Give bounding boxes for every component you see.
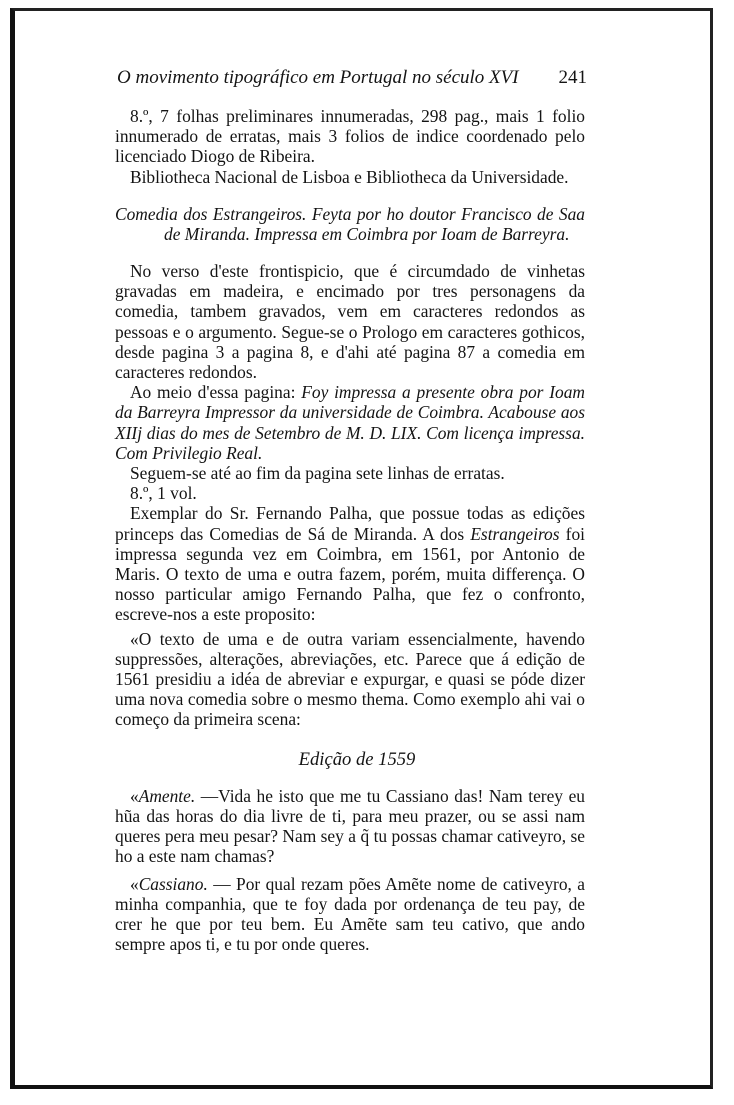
dialog-text: —Vida he isto que me tu Cassiano das! Nam terey eu hũa das horas do dia livre de ti, para meu prazer, ou se assi nam queres pera meu pesar? Nam sey a q̃ tu possas chamar cativeyro, se ho a este nam chamas? <box>115 785 585 867</box>
previous-entry-description: 8.º, 7 folhas preliminares innumeradas, 298 pag., mais 1 folio innumerado de erratas, mais 3 folios de indice coordenado pelo licenciado Diogo de Ribeira. <box>115 106 585 167</box>
dialog-speaker: Cassiano. <box>138 873 208 894</box>
running-head-title: O movimento tipográfico em Portugal no século XVI <box>117 67 519 88</box>
entry-paragraph-1: No verso d'este frontispicio, que é circumdado de vinhetas gravadas em madeira, e encimado por tres personagens da comedia, tambem gravados, vem em caracteres redondos as pessoas e o argumento. Segue-se o Prologo em caracteres gothicos, desde pagina 3 a pagina 8, e d'ahi até pagina 87 a comedia em caracteres redondos. <box>115 261 585 383</box>
dialog-line <box>115 786 585 867</box>
dialog-speaker: Amente. <box>138 785 196 806</box>
dialog-open-quote: « <box>130 785 139 806</box>
entry-paragraph-4: 8.º, 1 vol. <box>130 483 197 504</box>
entry-title: Comedia dos Estrangeiros. Feyta por ho doutor Francisco de Saa de Miranda. Impressa em Coimbra por Ioam de Barreyra. <box>115 203 585 245</box>
dialog-line <box>115 874 585 955</box>
running-head <box>115 64 585 92</box>
paragraph-5-part-c: foi impressa segunda vez em Coimbra, em 1561, por Antonio de Maris. O texto de uma e outra fazem, porém, muita differença. O nosso particular amigo Fernando Palha, que fez o confronto, escreve-nos a este proposito: <box>115 523 586 625</box>
entry-paragraph-5 <box>115 503 585 624</box>
paragraph-5-part-a: Exemplar do Sr. Fernando Palha, que possue todas as edições princeps das Comedias de Sá de Miranda. A dos <box>115 503 585 544</box>
page-number: 241 <box>558 67 587 88</box>
entry-paragraph-6: «O texto de uma e de outra variam essencialmente, havendo suppressões, alterações, abreviações, etc. Parece que á edição de 1561 presidiu a idéa de abreviar e expurgar, e quasi se póde dizer uma nova comedia sobre o mesmo thema. Como exemplo ahi vai o começo da primeira scena: <box>115 628 585 730</box>
paragraph-5-italic-title: Estrangeiros <box>470 523 560 544</box>
edition-heading: Edição de 1559 <box>298 748 416 770</box>
entry-paragraph-3: Seguem-se até ao fim da pagina sete linhas de erratas. <box>130 463 505 484</box>
dialog-text: — Por qual rezam pões Amẽte nome de cativeyro, a minha companhia, que te foy dada por ordenança de teu pay, de crer he que por teu bem. Eu Amẽte sam teu cativo, que ando sempre apos ti, e tu por onde queres. <box>115 873 585 955</box>
previous-entry-libraries: Bibliotheca Nacional de Lisboa e Bibliotheca da Universidade. <box>130 166 569 187</box>
dialog-open-quote: « <box>130 873 139 894</box>
colophon-lead: Ao meio d'essa pagina: <box>130 382 302 403</box>
document-page <box>115 64 585 955</box>
colophon-text: Foy impressa a presente obra por Ioam da Barreyra Impressor da universidade de Coimbra. Acabouse aos XIIj dias do mes de Setembro de M. D. LIX. Com licença impressa. Com Privilegio Real. <box>115 382 585 463</box>
entry-paragraph-2 <box>115 382 585 463</box>
